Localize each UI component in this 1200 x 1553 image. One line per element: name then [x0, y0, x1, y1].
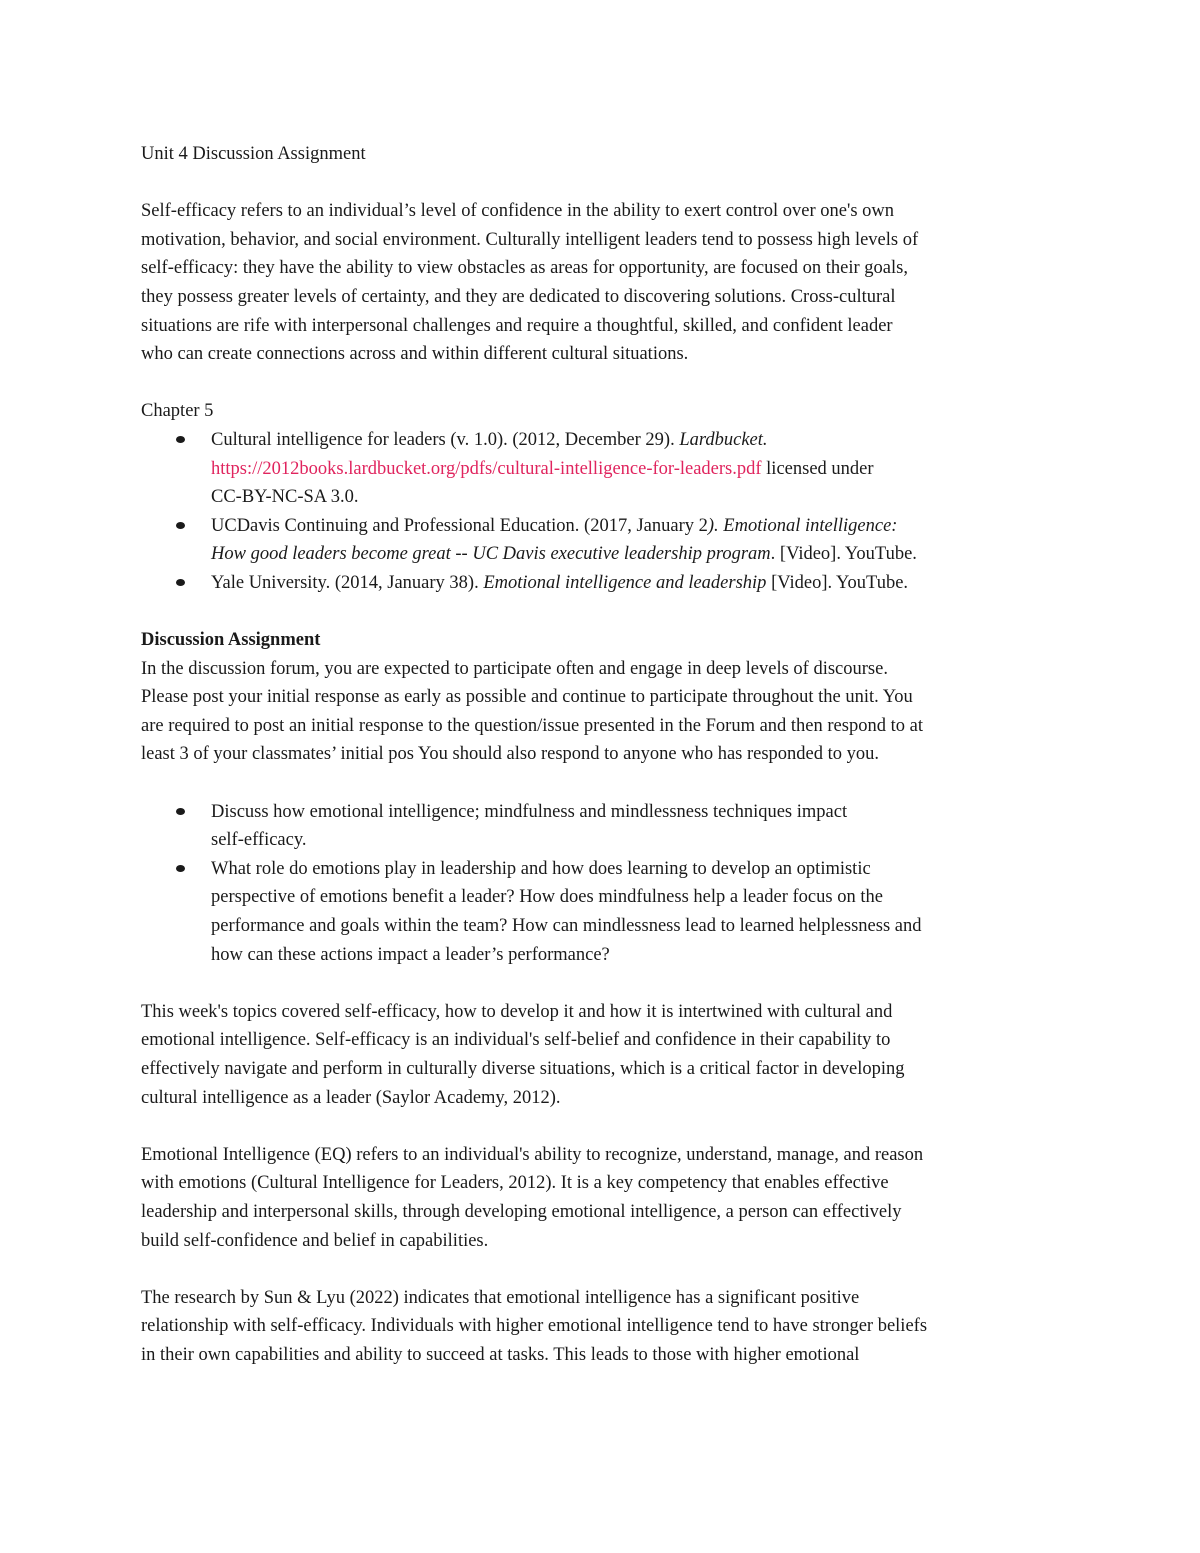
assignment-paragraph: [141, 655, 1066, 769]
intro-line: self-efficacy: they have the ability to view obstacles as areas for opportunity, are focused on their goals,: [141, 258, 908, 279]
response-line: with emotions (Cultural Intelligence for Leaders, 2012). It is a key competency that enables effective: [141, 1173, 889, 1194]
assignment-line: are required to post an initial response to the question/issue presented in the Forum and then respond to at: [141, 715, 923, 736]
response-line: Emotional Intelligence (EQ) refers to an individual's ability to recognize, understand, manage, and reason: [141, 1144, 924, 1165]
intro-line: they possess greater levels of certainty, and they are dedicated to discovering solutions. Cross-cultural: [141, 286, 896, 307]
reference-line: [211, 569, 1066, 598]
reference-link[interactable]: https://2012books.lardbucket.org/pdfs/cultural-intelligence-for-leaders.pdf: [211, 458, 762, 479]
assignment-line: Please post your initial response as early as possible and continue to participate throughout the unit. You: [141, 687, 913, 708]
spacer: [141, 1112, 1066, 1141]
reference-title: How good leaders become great -- UC Davis executive leadership program: [211, 544, 771, 565]
reference-item: [141, 569, 1066, 598]
reference-text: . [Video]. YouTube.: [770, 544, 917, 565]
response-line: relationship with self-efficacy. Individuals with higher emotional intelligence tend to have stronger beliefs: [141, 1316, 928, 1337]
reference-license: CC-BY-NC-SA 3.0.: [211, 487, 359, 508]
reference-text: UCDavis Continuing and Professional Education. (2017, January 2: [211, 515, 708, 536]
response-line: cultural intelligence as a leader (Saylor Academy, 2012).: [141, 1087, 561, 1108]
spacer: [141, 1255, 1066, 1284]
question-item: [141, 855, 1066, 969]
reference-line: [211, 512, 1066, 541]
reference-line: [211, 455, 1066, 484]
reference-text: Yale University. (2014, January 38).: [211, 572, 484, 593]
assignment-heading: Discussion Assignment: [141, 630, 321, 651]
response-paragraph: [141, 1141, 1066, 1255]
response-line: This week's topics covered self-efficacy, how to develop it and how it is intertwined with cultural and: [141, 1001, 893, 1022]
reference-line: [211, 426, 1066, 455]
response-line: The research by Sun & Lyu (2022) indicates that emotional intelligence has a significant positive: [141, 1287, 860, 1308]
bullet-icon: [176, 865, 185, 872]
question-line: Discuss how emotional intelligence; mindfulness and mindlessness techniques impact: [211, 801, 848, 822]
reference-source: Lardbucket.: [679, 429, 768, 450]
spacer: [141, 969, 1066, 998]
reference-line: [211, 540, 1066, 569]
response-line: leadership and interpersonal skills, through developing emotional intelligence, a person can effectively: [141, 1201, 902, 1222]
reference-title: Emotional intelligence and leadership: [483, 572, 767, 593]
bullet-icon: [176, 436, 185, 443]
reference-text: [Video]. YouTube.: [766, 572, 909, 593]
reference-list: [141, 426, 1066, 598]
question-line: perspective of emotions benefit a leader? How does mindfulness help a leader focus on the: [211, 887, 883, 908]
response-line: emotional intelligence. Self-efficacy is an individual's self-belief and confidence in their capability to: [141, 1030, 891, 1051]
response-line: build self-confidence and belief in capabilities.: [141, 1230, 489, 1251]
question-line: What role do emotions play in leadership and how does learning to develop an optimistic: [211, 858, 871, 879]
bullet-icon: [176, 808, 185, 815]
assignment-line: In the discussion forum, you are expected to participate often and engage in deep levels of discourse.: [141, 658, 888, 679]
intro-paragraph: [141, 197, 1066, 369]
reference-item: [141, 426, 1066, 512]
spacer: [141, 169, 1066, 198]
bullet-icon: [176, 522, 185, 529]
intro-line: situations are rife with interpersonal challenges and require a thoughtful, skilled, and confident leader: [141, 315, 893, 336]
intro-line: motivation, behavior, and social environment. Culturally intelligent leaders tend to possess high levels of: [141, 229, 919, 250]
chapter-heading: Chapter 5: [141, 401, 214, 422]
question-line: performance and goals within the team? How can mindlessness lead to learned helplessness and: [211, 916, 922, 937]
reference-text: licensed under: [761, 458, 874, 479]
question-line: self-efficacy.: [211, 830, 307, 851]
spacer: [141, 598, 1066, 627]
response-paragraph: [141, 998, 1066, 1112]
assignment-line: least 3 of your classmates’ initial pos You should also respond to anyone who has responded to you.: [141, 744, 880, 765]
document-title: Unit 4 Discussion Assignment: [141, 144, 366, 164]
response-line: in their own capabilities and ability to succeed at tasks. This leads to those with higher emotional: [141, 1344, 860, 1365]
reference-text: Cultural intelligence for leaders (v. 1.0). (2012, December 29).: [211, 429, 680, 450]
bullet-icon: [176, 579, 185, 586]
question-list: [141, 798, 1066, 970]
spacer: [141, 369, 1066, 398]
response-line: effectively navigate and perform in culturally diverse situations, which is a critical factor in developing: [141, 1059, 905, 1079]
spacer: [141, 769, 1066, 798]
question-item: [141, 798, 1066, 855]
intro-line: Self-efficacy refers to an individual’s level of confidence in the ability to exert control over one's own: [141, 201, 895, 222]
question-line: how can these actions impact a leader’s performance?: [211, 944, 610, 965]
document-page: [141, 140, 1066, 1370]
reference-title: ). Emotional intelligence:: [707, 515, 898, 536]
reference-item: [141, 512, 1066, 569]
intro-line: who can create connections across and within different cultural situations.: [141, 344, 689, 365]
response-paragraph: [141, 1284, 1066, 1370]
